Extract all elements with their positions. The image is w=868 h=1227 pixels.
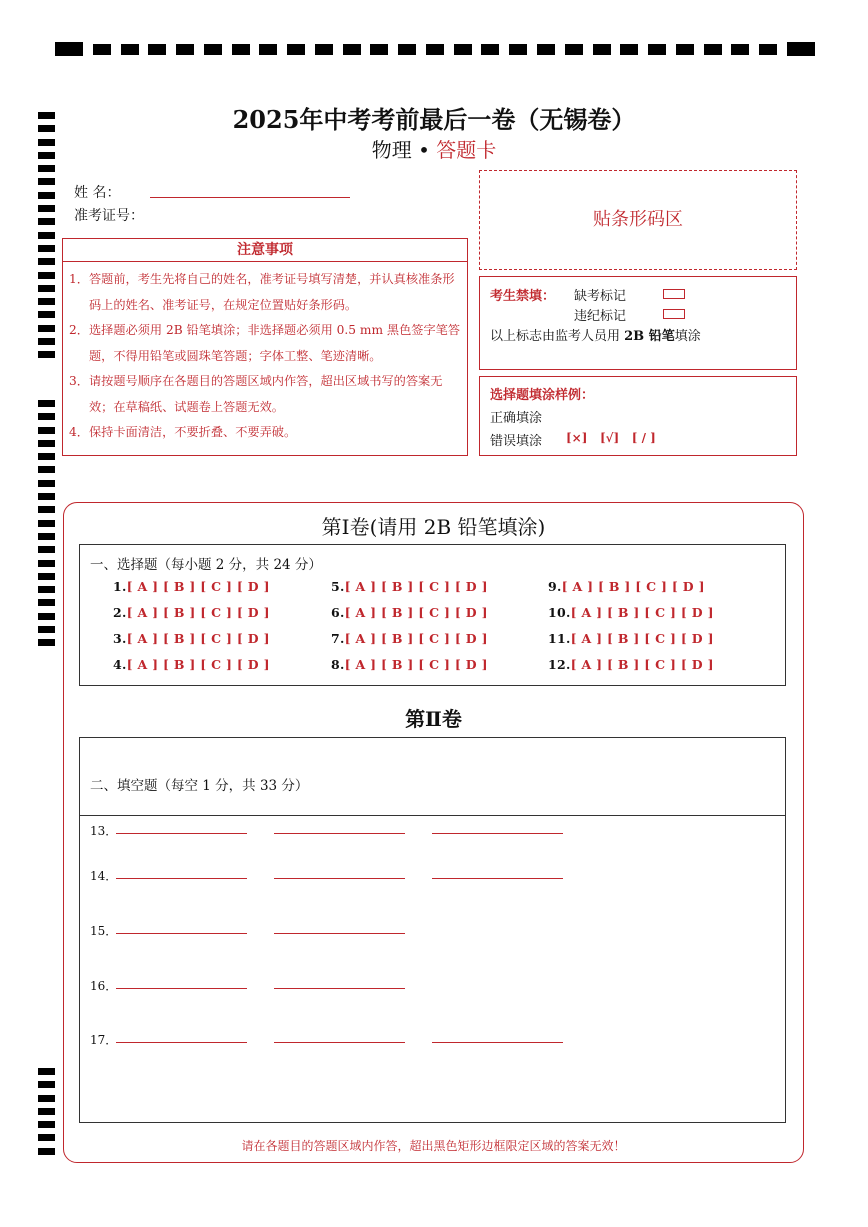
timing-mark xyxy=(148,44,166,55)
footer-warning: 请在各题目的答题区域内作答，超出黑色矩形边框限定区域的答案无效！ xyxy=(241,1139,626,1153)
choice-question[interactable] xyxy=(113,657,270,672)
answer-blank[interactable] xyxy=(116,933,247,934)
question-number: 11. xyxy=(548,631,571,646)
timing-mark xyxy=(38,258,55,265)
timing-mark xyxy=(38,400,55,407)
top-timing-marks xyxy=(55,42,815,56)
fill-question-number: 16． xyxy=(90,979,118,993)
answer-options[interactable]: [ A ] [ B ] [ C ] [ D ] xyxy=(126,605,270,620)
name-field[interactable] xyxy=(150,197,350,198)
answer-blank[interactable] xyxy=(116,878,247,879)
timing-mark xyxy=(38,178,55,185)
answer-options[interactable]: [ A ] [ B ] [ C ] [ D ] xyxy=(570,631,714,646)
notice-list xyxy=(63,262,467,446)
choice-question[interactable] xyxy=(113,605,270,620)
question-number: 5. xyxy=(331,579,345,594)
choice-question[interactable] xyxy=(548,605,714,620)
answer-blank[interactable] xyxy=(274,1042,405,1043)
barcode-area-label: 贴条形码区 xyxy=(593,209,683,230)
timing-mark xyxy=(38,165,55,172)
choice-question[interactable] xyxy=(548,579,705,594)
answer-blank[interactable] xyxy=(432,878,563,879)
answer-options[interactable]: [ A ] [ B ] [ C ] [ D ] xyxy=(126,631,270,646)
timing-mark xyxy=(232,44,250,55)
timing-mark xyxy=(176,44,194,55)
prohibited-label: 考生禁填： xyxy=(490,289,556,304)
fill-question-number: 15． xyxy=(90,924,118,938)
answer-blank[interactable] xyxy=(432,1042,563,1043)
timing-mark xyxy=(648,44,666,55)
part2-title: 第Ⅱ卷 xyxy=(405,707,462,731)
timing-mark xyxy=(315,44,333,55)
answer-options[interactable]: [ A ] [ B ] [ C ] [ D ] xyxy=(344,657,488,672)
timing-mark xyxy=(38,413,55,420)
timing-mark xyxy=(38,427,55,434)
timing-mark xyxy=(204,44,222,55)
prohibited-box xyxy=(479,276,797,370)
violation-mark-label: 违纪标记 xyxy=(574,309,627,324)
wrong-fill-marks: [×] [√] [ / ] xyxy=(566,431,656,445)
timing-mark xyxy=(38,232,55,239)
answer-options[interactable]: [ A ] [ B ] [ C ] [ D ] xyxy=(344,605,488,620)
timing-mark xyxy=(38,1081,55,1088)
timing-mark xyxy=(343,44,361,55)
timing-mark xyxy=(593,44,611,55)
timing-mark xyxy=(676,44,694,55)
timing-mark xyxy=(38,639,55,646)
timing-mark xyxy=(38,311,55,318)
timing-mark xyxy=(38,272,55,279)
page-subtitle xyxy=(0,134,868,163)
answer-blank[interactable] xyxy=(116,1042,247,1043)
timing-mark xyxy=(38,520,55,527)
timing-mark xyxy=(565,44,583,55)
answer-blank[interactable] xyxy=(116,988,247,989)
page-title: 2025年中考考前最后一卷（无锡卷） xyxy=(232,105,636,134)
notice-item: 4．保持卡面清洁，不要折叠、不要弄破。 xyxy=(69,425,297,439)
fill-question-number: 17． xyxy=(90,1033,118,1047)
wrong-fill-label: 错误填涂 xyxy=(490,434,543,449)
question-number: 1. xyxy=(113,579,127,594)
question-number: 12. xyxy=(548,657,571,672)
question-number: 9. xyxy=(548,579,562,594)
question-number: 4. xyxy=(113,657,127,672)
timing-mark xyxy=(509,44,527,55)
question-number: 8. xyxy=(331,657,345,672)
timing-mark xyxy=(38,1121,55,1128)
timing-mark xyxy=(38,1095,55,1102)
timing-mark xyxy=(38,466,55,473)
timing-mark xyxy=(38,285,55,292)
fill-question-number: 14． xyxy=(90,869,118,883)
answer-card-label: 答题卡 xyxy=(436,138,497,162)
timing-mark xyxy=(38,493,55,500)
choice-question[interactable] xyxy=(548,657,714,672)
timing-mark xyxy=(38,205,55,212)
timing-mark xyxy=(38,245,55,252)
question-number: 10. xyxy=(548,605,571,620)
timing-mark xyxy=(454,44,472,55)
side-timing-marks-middle xyxy=(38,400,55,653)
timing-mark xyxy=(38,613,55,620)
timing-mark xyxy=(38,192,55,199)
timing-mark xyxy=(704,44,722,55)
answer-blank[interactable] xyxy=(274,933,405,934)
answer-blank[interactable] xyxy=(274,878,405,879)
exam-id-label: 准考证号： xyxy=(74,208,144,224)
notice-box xyxy=(62,238,468,456)
answer-blank[interactable] xyxy=(274,988,405,989)
question-number: 2. xyxy=(113,605,127,620)
question-number: 6. xyxy=(331,605,345,620)
timing-mark xyxy=(121,44,139,55)
timing-mark xyxy=(426,44,444,55)
question-number: 7. xyxy=(331,631,345,646)
answer-options[interactable]: [ A ] [ B ] [ C ] [ D ] xyxy=(570,657,714,672)
answer-blank[interactable] xyxy=(116,833,247,834)
section-divider xyxy=(80,815,785,816)
choice-question[interactable] xyxy=(331,605,488,620)
timing-mark xyxy=(731,44,749,55)
timing-mark xyxy=(38,1134,55,1141)
timing-mark xyxy=(38,1108,55,1115)
timing-mark xyxy=(38,453,55,460)
answer-options[interactable]: [ A ] [ B ] [ C ] [ D ] xyxy=(126,579,270,594)
timing-mark xyxy=(55,42,83,56)
correct-fill-label: 正确填涂 xyxy=(490,411,543,426)
fill-section-title: 二、填空题（每空 1 分，共 33 分） xyxy=(90,778,309,794)
answer-options[interactable]: [ A ] [ B ] [ C ] [ D ] xyxy=(344,631,488,646)
fill-question-number: 13． xyxy=(90,824,118,838)
fill-sample-box xyxy=(479,376,797,456)
notice-item: 1．答题前，考生先将自己的姓名，准考证号填写清楚，并认真核准条形码上的姓名、准考证号，在规定位置贴好条形码。 xyxy=(69,272,455,312)
choice-question[interactable] xyxy=(331,579,488,594)
timing-mark xyxy=(38,298,55,305)
answer-options[interactable]: [ A ] [ B ] [ C ] [ D ] xyxy=(570,605,714,620)
timing-mark xyxy=(38,338,55,345)
timing-mark xyxy=(287,44,305,55)
notice-heading: 注意事项 xyxy=(63,239,467,262)
timing-mark xyxy=(93,44,111,55)
answer-region xyxy=(63,502,804,1163)
timing-mark xyxy=(38,1148,55,1155)
side-timing-marks-lower xyxy=(38,1068,55,1161)
notice-item: 3．请按题号顺序在各题目的答题区域内作答，超出区域书写的答案无效；在草稿纸、试题卷上答题无效。 xyxy=(69,374,443,414)
timing-mark xyxy=(38,533,55,540)
timing-mark xyxy=(38,218,55,225)
timing-mark xyxy=(38,573,55,580)
choice-question[interactable] xyxy=(113,579,270,594)
subject: 物理 xyxy=(371,138,412,162)
choice-question[interactable] xyxy=(113,631,270,646)
timing-mark xyxy=(38,506,55,513)
answer-blank[interactable] xyxy=(274,833,405,834)
answer-options[interactable]: [ A ] [ B ] [ C ] [ D ] xyxy=(561,579,705,594)
timing-mark xyxy=(259,44,277,55)
name-label: 姓 名： xyxy=(74,185,121,201)
answer-blank[interactable] xyxy=(432,833,563,834)
timing-mark xyxy=(38,560,55,567)
prohibited-note: 以上标志由监考人员用 2B 铅笔填涂 xyxy=(490,329,701,344)
timing-mark xyxy=(38,1068,55,1075)
timing-mark xyxy=(481,44,499,55)
notice-item: 2．选择题必须用 2B 铅笔填涂；非选择题必须用 0.5 mm 黑色签字笔答题，不得用铅笔或圆珠笔答题；字体工整、笔迹清晰。 xyxy=(69,323,461,363)
answer-options[interactable]: [ A ] [ B ] [ C ] [ D ] xyxy=(344,579,488,594)
timing-mark xyxy=(38,480,55,487)
timing-mark xyxy=(759,44,777,55)
timing-mark xyxy=(370,44,388,55)
part1-title: 第Ⅰ卷(请用 2B 铅笔填涂) xyxy=(321,515,546,539)
timing-mark xyxy=(38,440,55,447)
choice-question[interactable] xyxy=(548,631,714,646)
timing-mark xyxy=(398,44,416,55)
timing-mark xyxy=(787,42,815,56)
answer-options[interactable]: [ A ] [ B ] [ C ] [ D ] xyxy=(126,657,270,672)
sample-heading: 选择题填涂样例： xyxy=(490,388,595,403)
timing-mark xyxy=(38,546,55,553)
timing-mark xyxy=(537,44,555,55)
timing-mark xyxy=(38,586,55,593)
timing-mark xyxy=(620,44,638,55)
fill-section xyxy=(79,737,786,1123)
dot-separator: • xyxy=(418,138,430,162)
choice-question[interactable] xyxy=(331,631,488,646)
question-number: 3. xyxy=(113,631,127,646)
choice-section-title: 一、选择题（每小题 2 分，共 24 分） xyxy=(90,557,322,573)
choice-question[interactable] xyxy=(331,657,488,672)
absent-mark-box[interactable] xyxy=(663,289,685,299)
timing-mark xyxy=(38,626,55,633)
violation-mark-box[interactable] xyxy=(663,309,685,319)
timing-mark xyxy=(38,351,55,358)
barcode-area xyxy=(479,170,797,270)
absent-mark-label: 缺考标记 xyxy=(574,289,627,304)
choice-section xyxy=(79,544,786,686)
timing-mark xyxy=(38,599,55,606)
timing-mark xyxy=(38,325,55,332)
